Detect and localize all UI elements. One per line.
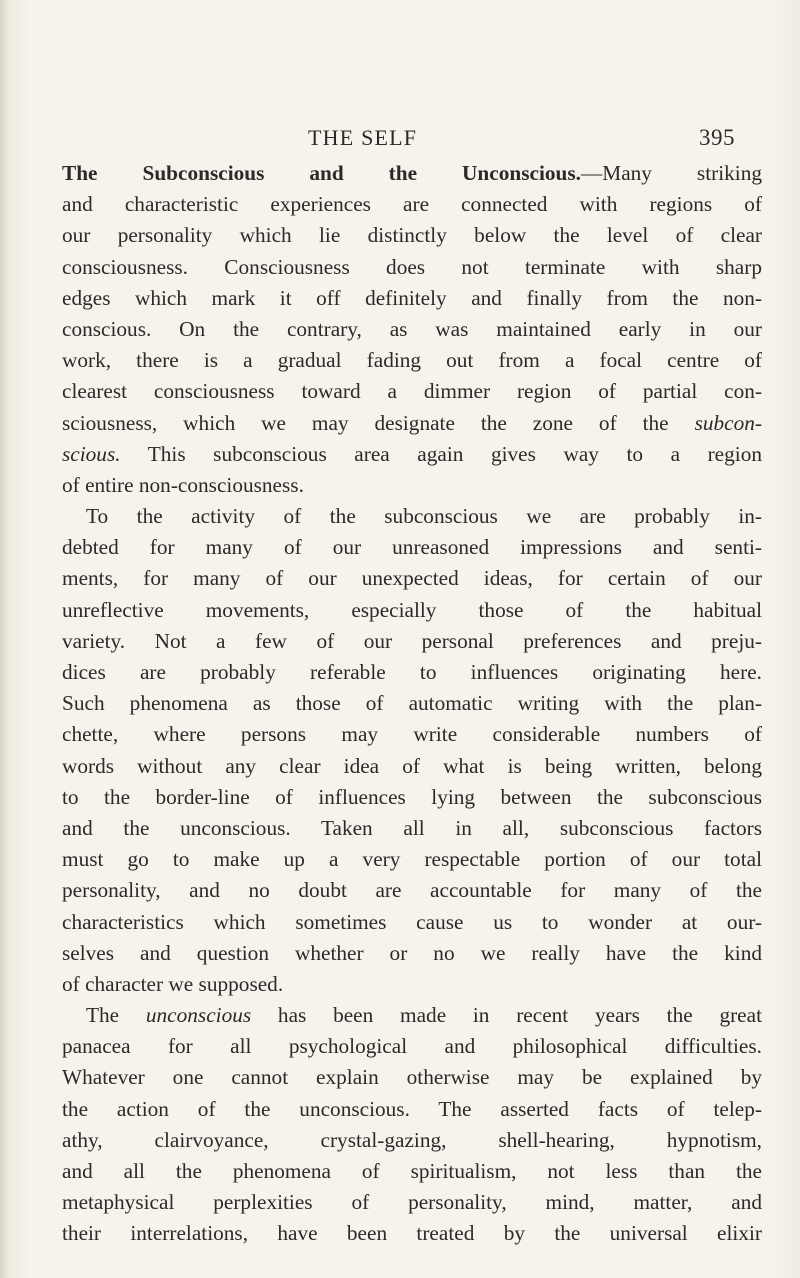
section-heading: The Subconscious and the Unconscious.: [62, 161, 581, 185]
text-line: our personality which lie distinctly below the level of clear: [62, 223, 762, 248]
text-line: and all the phenomena of spiritualism, not less than the: [62, 1159, 762, 1183]
text-line: metaphysical perplexities of personality, mind, matter, and: [62, 1190, 762, 1215]
text-line: ments, for many of our unexpected ideas, for certain of our: [62, 566, 762, 591]
text-line: work, there is a gradual fading out from a focal centre of: [62, 348, 762, 373]
emphasis-term: subcon-: [694, 410, 762, 435]
text-line: consciousness. Consciousness does not terminate with sharp: [62, 254, 762, 279]
text-line: of character we supposed.: [62, 971, 284, 996]
text-line: unreflective movements, especially those of the habitual: [62, 597, 762, 622]
text-line: variety. Not a few of our personal preferences and preju-: [62, 628, 762, 653]
page-binding-edge: [0, 0, 8, 1278]
text-line: selves and question whether or no we really have the kind: [62, 940, 762, 965]
emphasis-term: scious.: [62, 441, 121, 466]
text-line: Whatever one cannot explain otherwise may be explained by: [62, 1065, 762, 1090]
page-number: 395: [699, 125, 735, 150]
text-line: to the border-line of influences lying between the subconscious: [62, 784, 762, 809]
text-line: chette, where persons may write considerable numbers of: [62, 722, 762, 747]
text-line: and characteristic experiences are connected with regions of: [62, 192, 762, 217]
text-line: Such phenomena as those of automatic writing with the plan-: [62, 691, 762, 716]
text-line: To the activity of the subconscious we are probably in-: [86, 504, 762, 529]
text-line: characteristics which sometimes cause us to wonder at our-: [62, 909, 762, 934]
emphasis-term: unconscious: [145, 1003, 252, 1028]
text-line: personality, and no doubt are accountable for many of the: [62, 878, 762, 903]
text-line: words without any clear idea of what is being written, belong: [62, 753, 762, 778]
text-line: their interrelations, have been treated by the universal elixir: [62, 1221, 762, 1246]
text-line: scious. This subconscious area again gives way to a region: [62, 441, 762, 466]
text-line: athy, clairvoyance, crystal-gazing, shell-hearing, hypnotism,: [62, 1127, 762, 1152]
text-line: edges which mark it off definitely and finally from the non-: [62, 285, 762, 310]
page-header: [0, 125, 800, 155]
text-line: The Subconscious and the Unconscious.—Many striking: [62, 161, 762, 185]
text-line: of entire non-consciousness.: [62, 472, 304, 497]
text-line: must go to make up a very respectable portion of our total: [62, 847, 762, 872]
text-line: and the unconscious. Taken all in all, subconscious factors: [62, 815, 762, 840]
text-line: debted for many of our unreasoned impressions and senti-: [62, 535, 762, 560]
text-line: the action of the unconscious. The asserted facts of telep-: [62, 1096, 762, 1121]
text-line: conscious. On the contrary, as was maintained early in our: [62, 316, 762, 341]
body-text: [62, 158, 762, 1250]
text-line: panacea for all psychological and philosophical difficulties.: [62, 1034, 762, 1059]
text-line: dices are probably referable to influences originating here.: [62, 660, 762, 684]
text-line: sciousness, which we may designate the zone of the subcon-: [62, 410, 762, 435]
running-head: THE SELF: [308, 125, 418, 150]
text-line: The unconscious has been made in recent years the great: [86, 1003, 762, 1028]
text-line: clearest consciousness toward a dimmer region of partial con-: [62, 379, 762, 404]
